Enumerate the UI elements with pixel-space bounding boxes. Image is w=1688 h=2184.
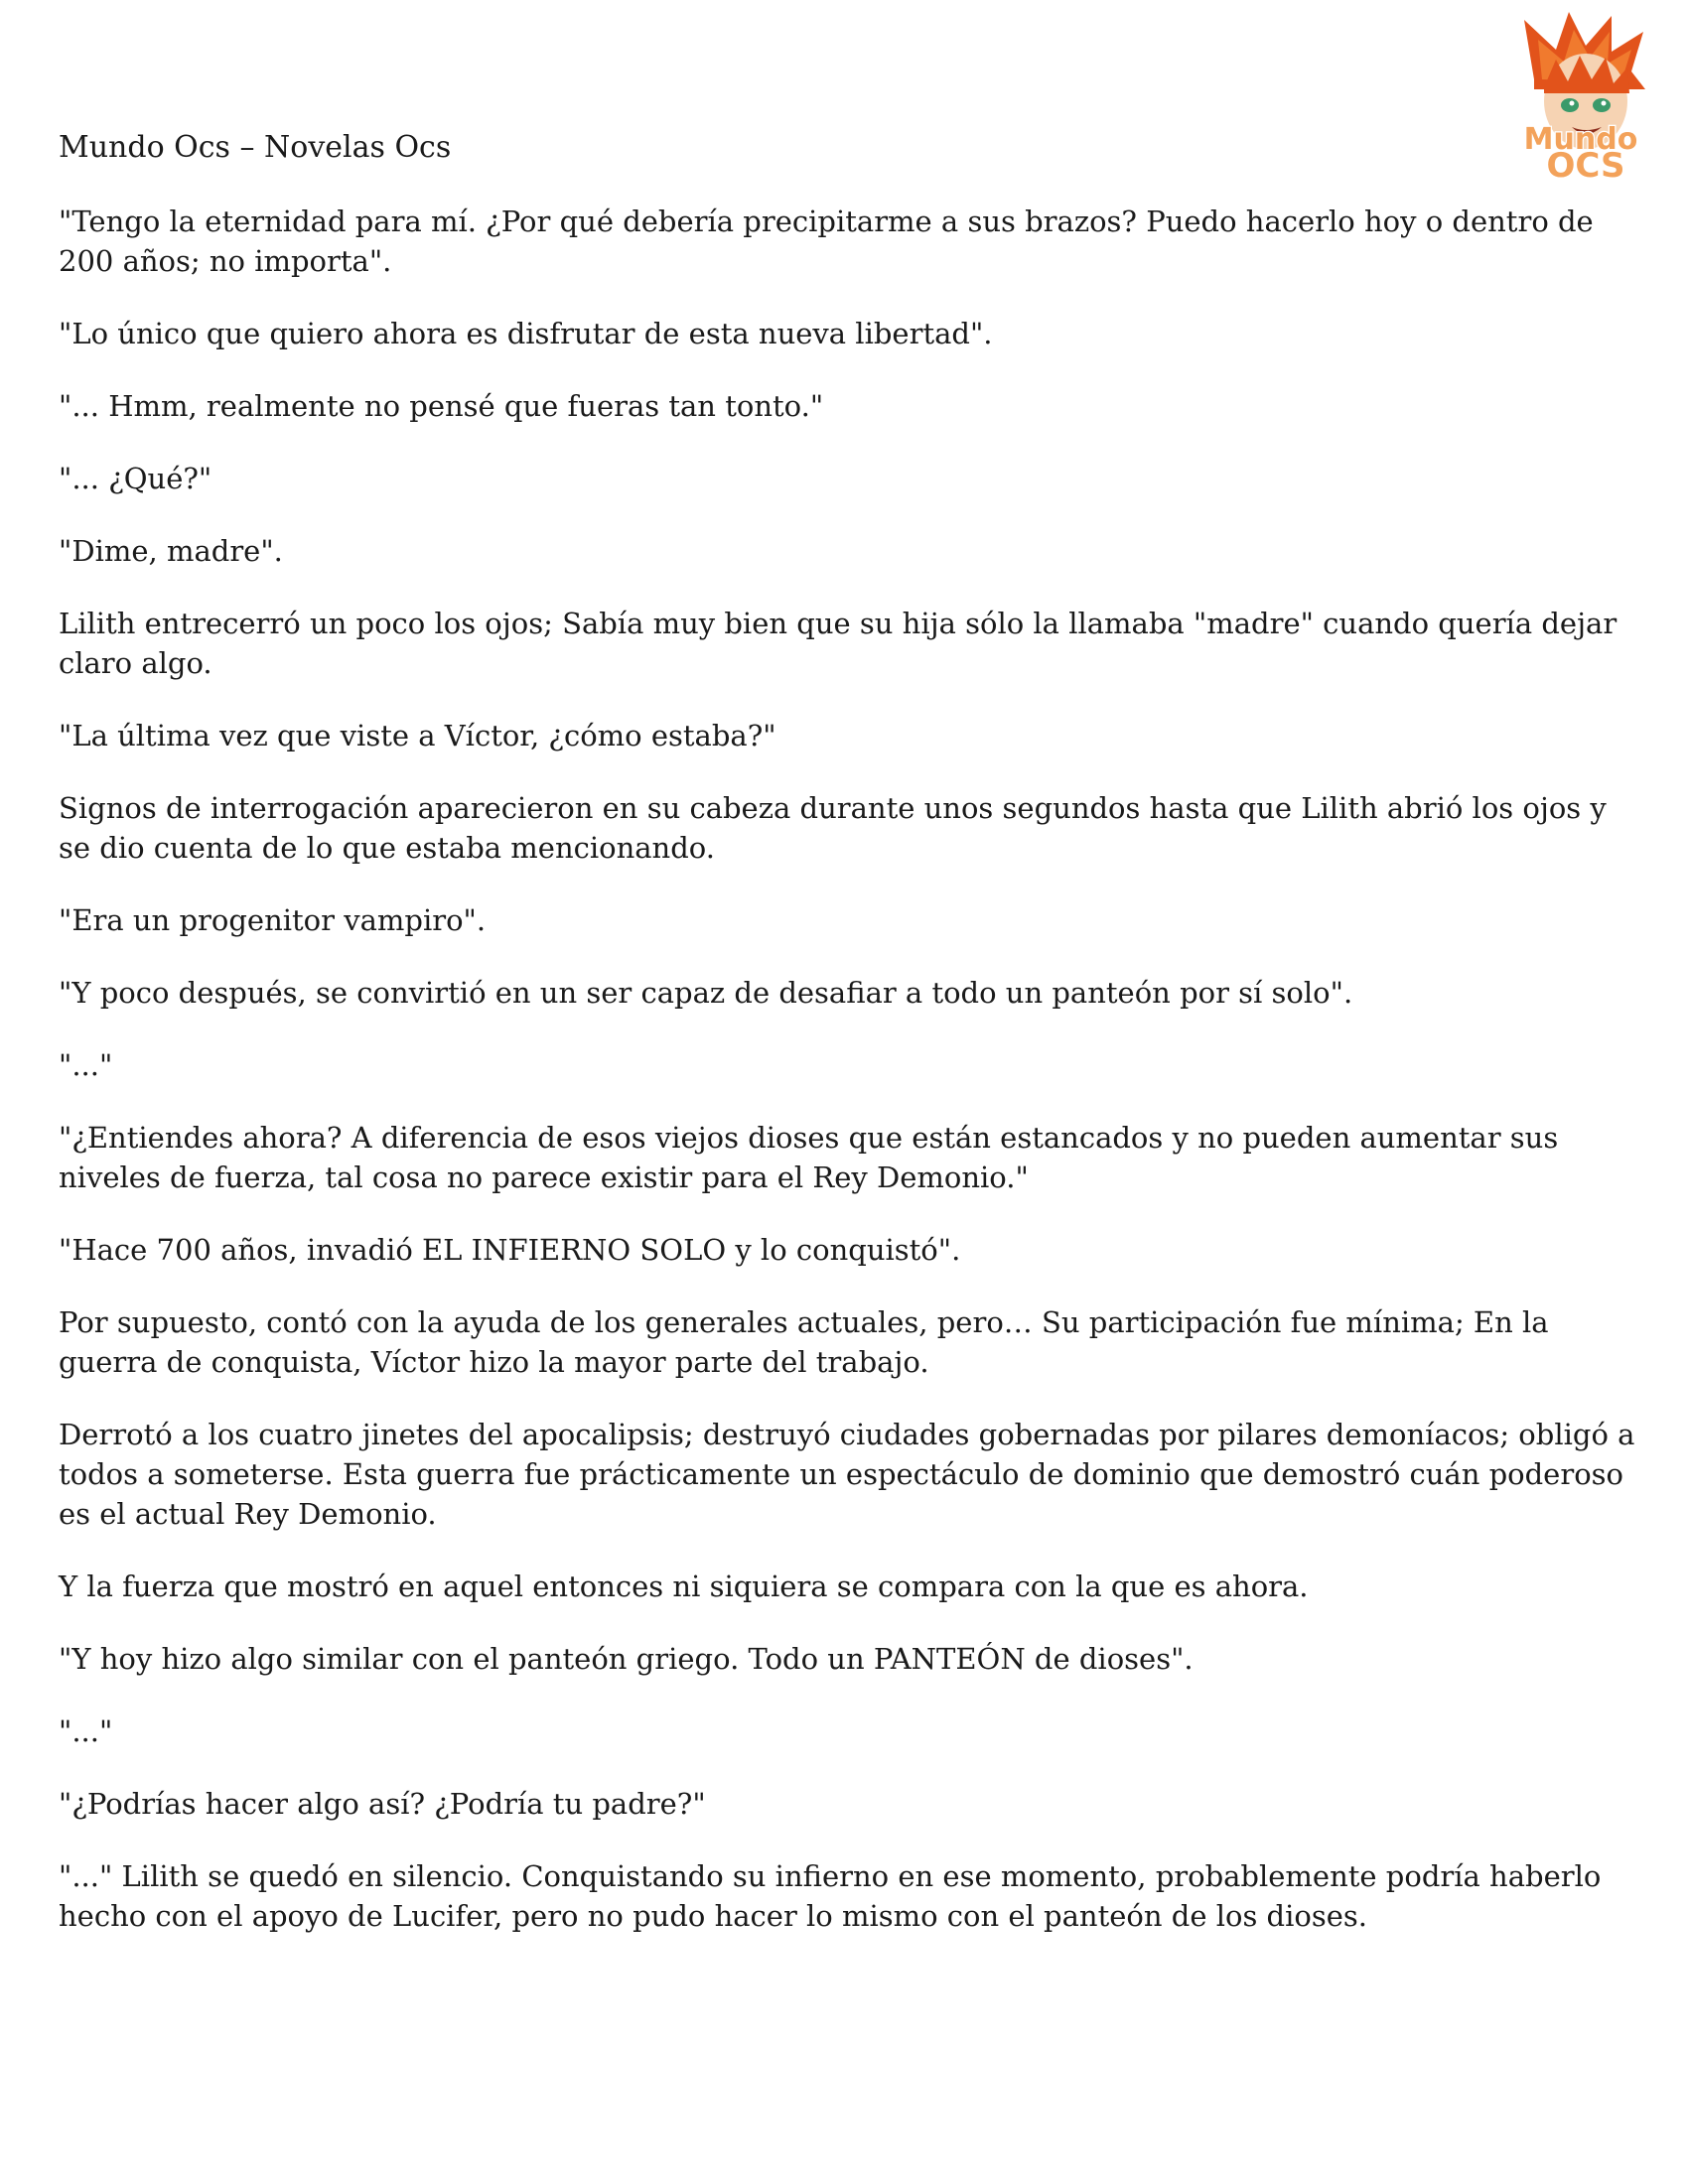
- paragraph: "Dime, madre".: [59, 534, 283, 568]
- paragraph: "...": [59, 1714, 113, 1748]
- paragraph: Por supuesto, contó con la ayuda de los generales actuales, pero… Su participación fue mínima; En la guerra de conquista, Víctor hizo la mayor parte del trabajo.: [59, 1305, 1549, 1379]
- paragraph: "Era un progenitor vampiro".: [59, 903, 487, 937]
- mascot-left-eye: [1561, 98, 1579, 112]
- mundo-ocs-logo: [1494, 10, 1668, 184]
- paragraph: Y la fuerza que mostró en aquel entonces ni siquiera se compara con la que es ahora.: [59, 1570, 1309, 1603]
- logo-text-line2: OCS: [1546, 146, 1625, 184]
- paragraph: "Lo único que quiero ahora es disfrutar de esta nueva libertad".: [59, 317, 993, 350]
- paragraph: "... Hmm, realmente no pensé que fueras tan tonto.": [59, 389, 824, 423]
- logo-text-line1: Mundo: [1523, 122, 1638, 157]
- paragraph: "La última vez que viste a Víctor, ¿cómo estaba?": [59, 719, 776, 752]
- paragraph: "Y poco después, se convirtió en un ser capaz de desafiar a todo un panteón por sí solo".: [59, 976, 1353, 1010]
- paragraph: "..." Lilith se quedó en silencio. Conquistando su infierno en ese momento, probablemente podría haberlo hecho con el apoyo de Lucifer, pero no pudo hacer lo mismo con el panteón de los dioses.: [59, 1859, 1602, 1933]
- paragraph: "¿Entiendes ahora? A diferencia de esos viejos dioses que están estancados y no pueden aumentar sus niveles de fuerza, tal cosa no parece existir para el Rey Demonio.": [59, 1121, 1559, 1194]
- paragraph: Lilith entrecerró un poco los ojos; Sabía muy bien que su hija sólo la llamaba "madre" cuando quería dejar claro algo.: [59, 607, 1618, 680]
- paragraph: "...": [59, 1048, 113, 1082]
- paragraph: "Y hoy hizo algo similar con el panteón griego. Todo un PANTEÓN de dioses".: [59, 1642, 1194, 1676]
- paragraph: "¿Podrías hacer algo así? ¿Podría tu padre?": [59, 1787, 706, 1821]
- paragraph: Signos de interrogación aparecieron en su cabeza durante unos segundos hasta que Lilith abrió los ojos y se dio cuenta de lo que estaba mencionando.: [59, 791, 1607, 865]
- novel-text: [59, 202, 1647, 1969]
- paragraph: "... ¿Qué?": [59, 462, 212, 495]
- site-title: Mundo Ocs – Novelas Ocs: [59, 130, 452, 165]
- paragraph: "Hace 700 años, invadió EL INFIERNO SOLO y lo conquistó".: [59, 1233, 961, 1267]
- paragraph: Derrotó a los cuatro jinetes del apocalipsis; destruyó ciudades gobernadas por pilares demoníacos; obligó a todos a someterse. Esta guerra fue prácticamente un espectáculo de dominio que demostró cuán poderoso es el actual Rey Demonio.: [59, 1418, 1635, 1531]
- mascot-right-eye: [1593, 98, 1611, 112]
- paragraph: "Tengo la eternidad para mí. ¿Por qué debería precipitarme a sus brazos? Puedo hacerlo hoy o dentro de 200 años; no importa".: [59, 205, 1594, 278]
